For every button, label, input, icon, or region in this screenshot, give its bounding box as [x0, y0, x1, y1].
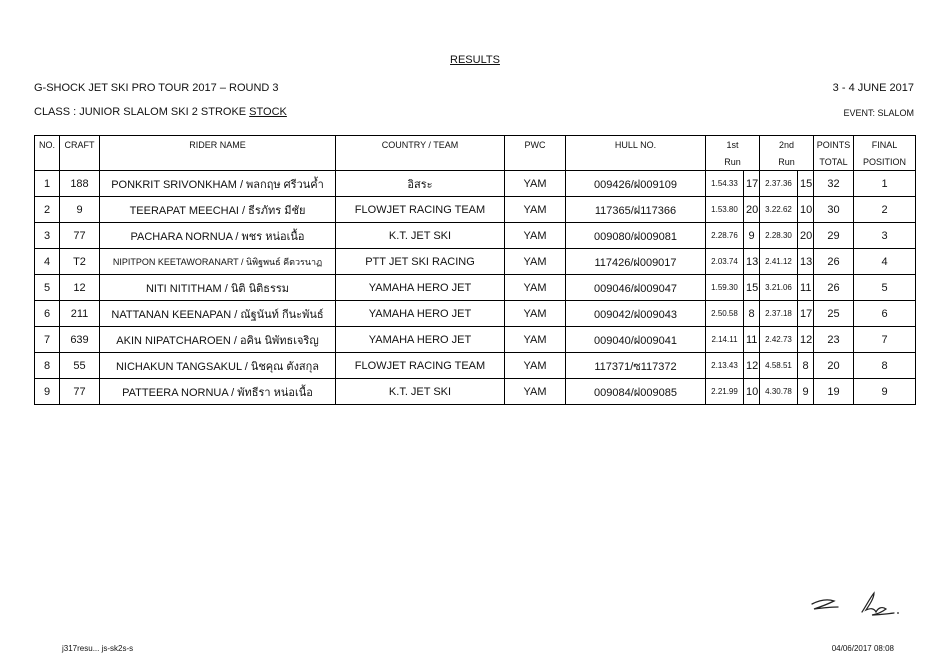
row-run2-place: 12 — [798, 327, 814, 353]
row-run1-time: 1.59.30 — [706, 275, 744, 301]
row-run2-time: 4.58.51 — [760, 353, 798, 379]
row-run1-place: 8 — [744, 301, 760, 327]
table-row — [35, 171, 916, 197]
row-run2-time: 2.41.12 — [760, 249, 798, 275]
row-hull: 117426/ฝ009017 — [566, 249, 706, 275]
col-position: POSITION — [854, 154, 916, 171]
table-row — [35, 275, 916, 301]
row-pwc: YAM — [505, 301, 566, 327]
row-no: 2 — [35, 197, 60, 223]
footer-timestamp: 04/06/2017 08:08 — [831, 644, 894, 653]
row-no: 8 — [35, 353, 60, 379]
row-points: 25 — [814, 301, 854, 327]
row-points: 30 — [814, 197, 854, 223]
row-position: 5 — [854, 275, 916, 301]
header-row — [35, 136, 916, 154]
col-second: 2nd — [760, 136, 814, 154]
row-position: 1 — [854, 171, 916, 197]
row-rider: PACHARA NORNUA / พชร หน่อเนื้อ — [100, 223, 336, 249]
row-run1-place: 11 — [744, 327, 760, 353]
row-no: 4 — [35, 249, 60, 275]
row-no: 5 — [35, 275, 60, 301]
row-run2-place: 15 — [798, 171, 814, 197]
row-team: YAMAHA HERO JET — [336, 301, 505, 327]
row-run1-place: 13 — [744, 249, 760, 275]
row-run2-time: 4.30.78 — [760, 379, 798, 405]
table-row — [35, 197, 916, 223]
row-team: K.T. JET SKI — [336, 223, 505, 249]
row-no: 1 — [35, 171, 60, 197]
row-rider: NIPITPON KEETAWORANART / นิพิฐพนธ์ คีตวรนาฏ — [100, 249, 336, 275]
row-craft: 9 — [60, 197, 100, 223]
row-team: FLOWJET RACING TEAM — [336, 353, 505, 379]
row-craft: T2 — [60, 249, 100, 275]
row-pwc: YAM — [505, 249, 566, 275]
row-craft: 639 — [60, 327, 100, 353]
row-rider: NITI NITITHAM / นิติ นิติธรรม — [100, 275, 336, 301]
row-pwc: YAM — [505, 197, 566, 223]
col-run1: Run — [706, 154, 760, 171]
row-position: 2 — [854, 197, 916, 223]
col-country: COUNTRY / TEAM — [336, 136, 505, 171]
event-type: EVENT: SLALOM — [843, 108, 914, 118]
row-craft: 12 — [60, 275, 100, 301]
row-points: 26 — [814, 275, 854, 301]
row-points: 26 — [814, 249, 854, 275]
col-hull: HULL NO. — [566, 136, 706, 171]
row-run2-place: 9 — [798, 379, 814, 405]
row-no: 7 — [35, 327, 60, 353]
class-line — [34, 106, 287, 118]
col-first: 1st — [706, 136, 760, 154]
row-hull: 009080/ฝ009081 — [566, 223, 706, 249]
row-run2-place: 8 — [798, 353, 814, 379]
table-row — [35, 379, 916, 405]
row-points: 23 — [814, 327, 854, 353]
row-points: 32 — [814, 171, 854, 197]
row-run1-time: 1.53.80 — [706, 197, 744, 223]
row-hull: 009042/ฝ009043 — [566, 301, 706, 327]
row-craft: 188 — [60, 171, 100, 197]
row-no: 6 — [35, 301, 60, 327]
row-rider: AKIN NIPATCHAROEN / อคิน นิพัทธเจริญ — [100, 327, 336, 353]
row-run1-time: 2.14.11 — [706, 327, 744, 353]
row-position: 9 — [854, 379, 916, 405]
row-run2-time: 2.42.73 — [760, 327, 798, 353]
class-stock: STOCK — [249, 106, 287, 118]
row-run1-time: 1.54.33 — [706, 171, 744, 197]
table-row — [35, 301, 916, 327]
class-label: CLASS : JUNIOR SLALOM SKI 2 STROKE — [34, 106, 250, 118]
row-run2-time: 2.37.36 — [760, 171, 798, 197]
row-pwc: YAM — [505, 223, 566, 249]
row-rider: NICHAKUN TANGSAKUL / นิชคุณ ตังสกุล — [100, 353, 336, 379]
row-run1-time: 2.28.76 — [706, 223, 744, 249]
footer-file-ref: j317resu... js-sk2s-s — [62, 644, 134, 653]
row-rider: PONKRIT SRIVONKHAM / พลกฤษ ศรีวนค้ำ — [100, 171, 336, 197]
row-run2-place: 10 — [798, 197, 814, 223]
row-pwc: YAM — [505, 353, 566, 379]
row-points: 19 — [814, 379, 854, 405]
row-run2-time: 2.37.18 — [760, 301, 798, 327]
row-team: FLOWJET RACING TEAM — [336, 197, 505, 223]
signature — [808, 590, 904, 618]
row-pwc: YAM — [505, 171, 566, 197]
row-pwc: YAM — [505, 275, 566, 301]
table-row — [35, 249, 916, 275]
row-rider: TEERAPAT MEECHAI / ธีรภัทร มีชัย — [100, 197, 336, 223]
row-hull: 009046/ฝ009047 — [566, 275, 706, 301]
event-name: G-SHOCK JET SKI PRO TOUR 2017 – ROUND 3 — [34, 82, 279, 94]
row-no: 9 — [35, 379, 60, 405]
col-craft: CRAFT — [60, 136, 100, 171]
row-craft: 211 — [60, 301, 100, 327]
row-run2-place: 20 — [798, 223, 814, 249]
row-rider: NATTANAN KEENAPAN / ณัฐนันท์ กีนะพันธ์ — [100, 301, 336, 327]
event-date: 3 - 4 JUNE 2017 — [832, 82, 914, 94]
row-team: YAMAHA HERO JET — [336, 275, 505, 301]
row-points: 29 — [814, 223, 854, 249]
row-run2-time: 3.21.06 — [760, 275, 798, 301]
row-points: 20 — [814, 353, 854, 379]
col-final: FINAL — [854, 136, 916, 154]
row-rider: PATTEERA NORNUA / พัทธีรา หน่อเนื้อ — [100, 379, 336, 405]
row-run2-place: 17 — [798, 301, 814, 327]
row-team: PTT JET SKI RACING — [336, 249, 505, 275]
row-position: 6 — [854, 301, 916, 327]
table-row — [35, 223, 916, 249]
row-hull: 117371/ซ117372 — [566, 353, 706, 379]
results-table — [34, 135, 916, 405]
row-hull: 009084/ฝ009085 — [566, 379, 706, 405]
row-run1-place: 10 — [744, 379, 760, 405]
col-pwc: PWC — [505, 136, 566, 171]
row-hull: 009040/ฝ009041 — [566, 327, 706, 353]
row-position: 4 — [854, 249, 916, 275]
col-rider: RIDER NAME — [100, 136, 336, 171]
row-run1-time: 2.13.43 — [706, 353, 744, 379]
table-row — [35, 353, 916, 379]
row-run1-time: 2.50.58 — [706, 301, 744, 327]
row-run1-place: 17 — [744, 171, 760, 197]
col-run2: Run — [760, 154, 814, 171]
row-run1-place: 15 — [744, 275, 760, 301]
row-craft: 77 — [60, 223, 100, 249]
col-total: TOTAL — [814, 154, 854, 171]
row-craft: 77 — [60, 379, 100, 405]
row-run2-time: 2.28.30 — [760, 223, 798, 249]
row-no: 3 — [35, 223, 60, 249]
row-craft: 55 — [60, 353, 100, 379]
row-position: 3 — [854, 223, 916, 249]
col-no: NO. — [35, 136, 60, 171]
page-title: RESULTS — [450, 54, 500, 66]
row-position: 7 — [854, 327, 916, 353]
row-run1-time: 2.03.74 — [706, 249, 744, 275]
row-position: 8 — [854, 353, 916, 379]
row-run2-time: 3.22.62 — [760, 197, 798, 223]
row-hull: 009426/ฝ009109 — [566, 171, 706, 197]
col-points: POINTS — [814, 136, 854, 154]
row-run1-time: 2.21.99 — [706, 379, 744, 405]
row-team: อิสระ — [336, 171, 505, 197]
row-run1-place: 20 — [744, 197, 760, 223]
row-pwc: YAM — [505, 327, 566, 353]
row-hull: 117365/ฝ117366 — [566, 197, 706, 223]
row-team: K.T. JET SKI — [336, 379, 505, 405]
table-row — [35, 327, 916, 353]
row-run2-place: 13 — [798, 249, 814, 275]
row-team: YAMAHA HERO JET — [336, 327, 505, 353]
row-run1-place: 9 — [744, 223, 760, 249]
row-run2-place: 11 — [798, 275, 814, 301]
row-run1-place: 12 — [744, 353, 760, 379]
row-pwc: YAM — [505, 379, 566, 405]
